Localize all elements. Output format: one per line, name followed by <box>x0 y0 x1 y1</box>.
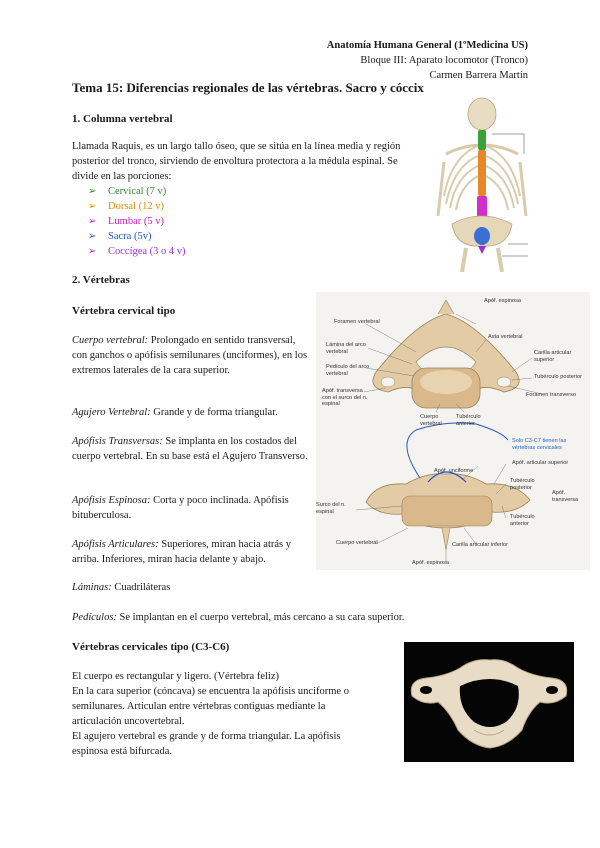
list-item: ➢ Sacra (5v) <box>88 231 152 242</box>
figure-label: Foramen transverso <box>526 392 577 398</box>
figure-label: Asta vertebral <box>488 334 523 340</box>
columna-intro: Llamada Raquis, es un largo tallo óseo, que se sitúa en la línea media y región posterior del tronco, sirviendo de envoltura protectora a la médula espinal. Se divide en las porciones: <box>72 141 401 182</box>
section-heading-vertebras: 2. Vértebras <box>72 274 130 286</box>
c3c6-line-3: El agujero vertebral es grande y de forma triangular. La apófisis espinosa está bifurcada. <box>72 731 341 757</box>
figure-note: Solo C3-C7 tienen las vértebras cervicales <box>512 438 567 451</box>
figure-label: Apóf. unciforme <box>434 468 474 474</box>
list-item: ➢ Dorsal (12 v) <box>88 201 164 212</box>
cervical-vertebra-figure <box>316 292 590 570</box>
subheading-cervicales-c3c6: Vértebras cervicales tipo (C3-C6) <box>72 641 230 653</box>
list-item: ➢ Cervical (7 v) <box>88 186 167 197</box>
figure-label: Lámina del arco vertebral <box>326 342 366 355</box>
figure-label: Apóf. espinosa <box>412 560 450 566</box>
figure-label: Apóf. espinosa <box>484 298 522 304</box>
figure-label: Carilla articular superior <box>534 350 572 363</box>
figure-label: Apóf. transversa <box>552 490 579 503</box>
definition-articulares: Apófisis Articulares: Superiores, miran hacia atrás y arriba. Inferiores, miran hacia delante y abajo. <box>72 539 291 565</box>
figure-label: Tubérculo posterior <box>534 374 582 380</box>
figure-label: Tubérculo anterior <box>510 514 535 527</box>
figure-label: Cuerpo vertebral <box>336 540 378 546</box>
definition-cuerpo: Cuerpo vertebral: Prolongado en sentido transversal, con ganchos o apófisis semilunares (unciformes), en los extremos laterales de la cara superior. <box>72 335 308 376</box>
definition-espinosa: Apófisis Espinosa: Corta y poco inclinada. Apófisis bituberculosa. <box>72 495 289 521</box>
regions-list <box>88 184 186 259</box>
document-header <box>327 38 528 83</box>
figure-label: Surco del n. espinal <box>316 502 346 515</box>
spine-illustration <box>432 96 528 272</box>
list-item: ➢ Coccígea (3 o 4 v) <box>88 246 186 257</box>
block-title: Bloque III: Aparato locomotor (Tronco) <box>360 55 528 66</box>
figure-label: Carilla articular inferior <box>452 542 508 548</box>
figure-label: Apóf. articular superior <box>512 460 569 466</box>
definition-laminas: Láminas: Cuadriláteras <box>72 582 171 593</box>
list-item: ➢ Lumbar (5 v) <box>88 216 164 227</box>
definition-pediculos: Pedículos: Se implantan en el cuerpo vertebral, más cercano a su cara superior. <box>72 612 405 623</box>
figure-label: Tubérculo posterior <box>510 478 535 491</box>
section-heading-columna: 1. Columna vertebral <box>72 113 173 125</box>
figure-label: Tubérculo anterior <box>456 414 481 427</box>
course-title: Anatomía Humana General (1ºMedicina US) <box>326 40 528 51</box>
c3c6-line-2: En la cara superior (cóncava) se encuentra la apófisis unciforme o semilunares. Articulan entre vértebras contiguas mediante la articulación uncovertebral. <box>72 686 349 727</box>
author-name: Carmen Barrera Martín <box>429 70 528 81</box>
figure-label: Foramen vertebral <box>334 319 380 325</box>
vertebra-photo <box>404 642 574 762</box>
figure-label: Cuerpo vertebral <box>420 414 442 427</box>
figure-label: Apóf. transversa con el surco del n. espinal <box>322 388 368 407</box>
subheading-cervical-tipo: Vértebra cervical tipo <box>72 305 176 317</box>
definition-transversas: Apófisis Transversas: Se implanta en los costados del cuerpo vertebral. En su base está el Agujero Transverso. <box>72 436 308 462</box>
page-title: Tema 15: Diferencias regionales de las vértebras. Sacro y cóccix <box>72 80 424 95</box>
figure-label: Pedículo del arco vertebral <box>326 364 370 377</box>
definition-agujero: Agujero Vertebral: Grande y de forma triangular. <box>72 407 278 418</box>
c3c6-line-1: El cuerpo es rectangular y ligero. (Vértebra feliz) <box>72 671 279 682</box>
